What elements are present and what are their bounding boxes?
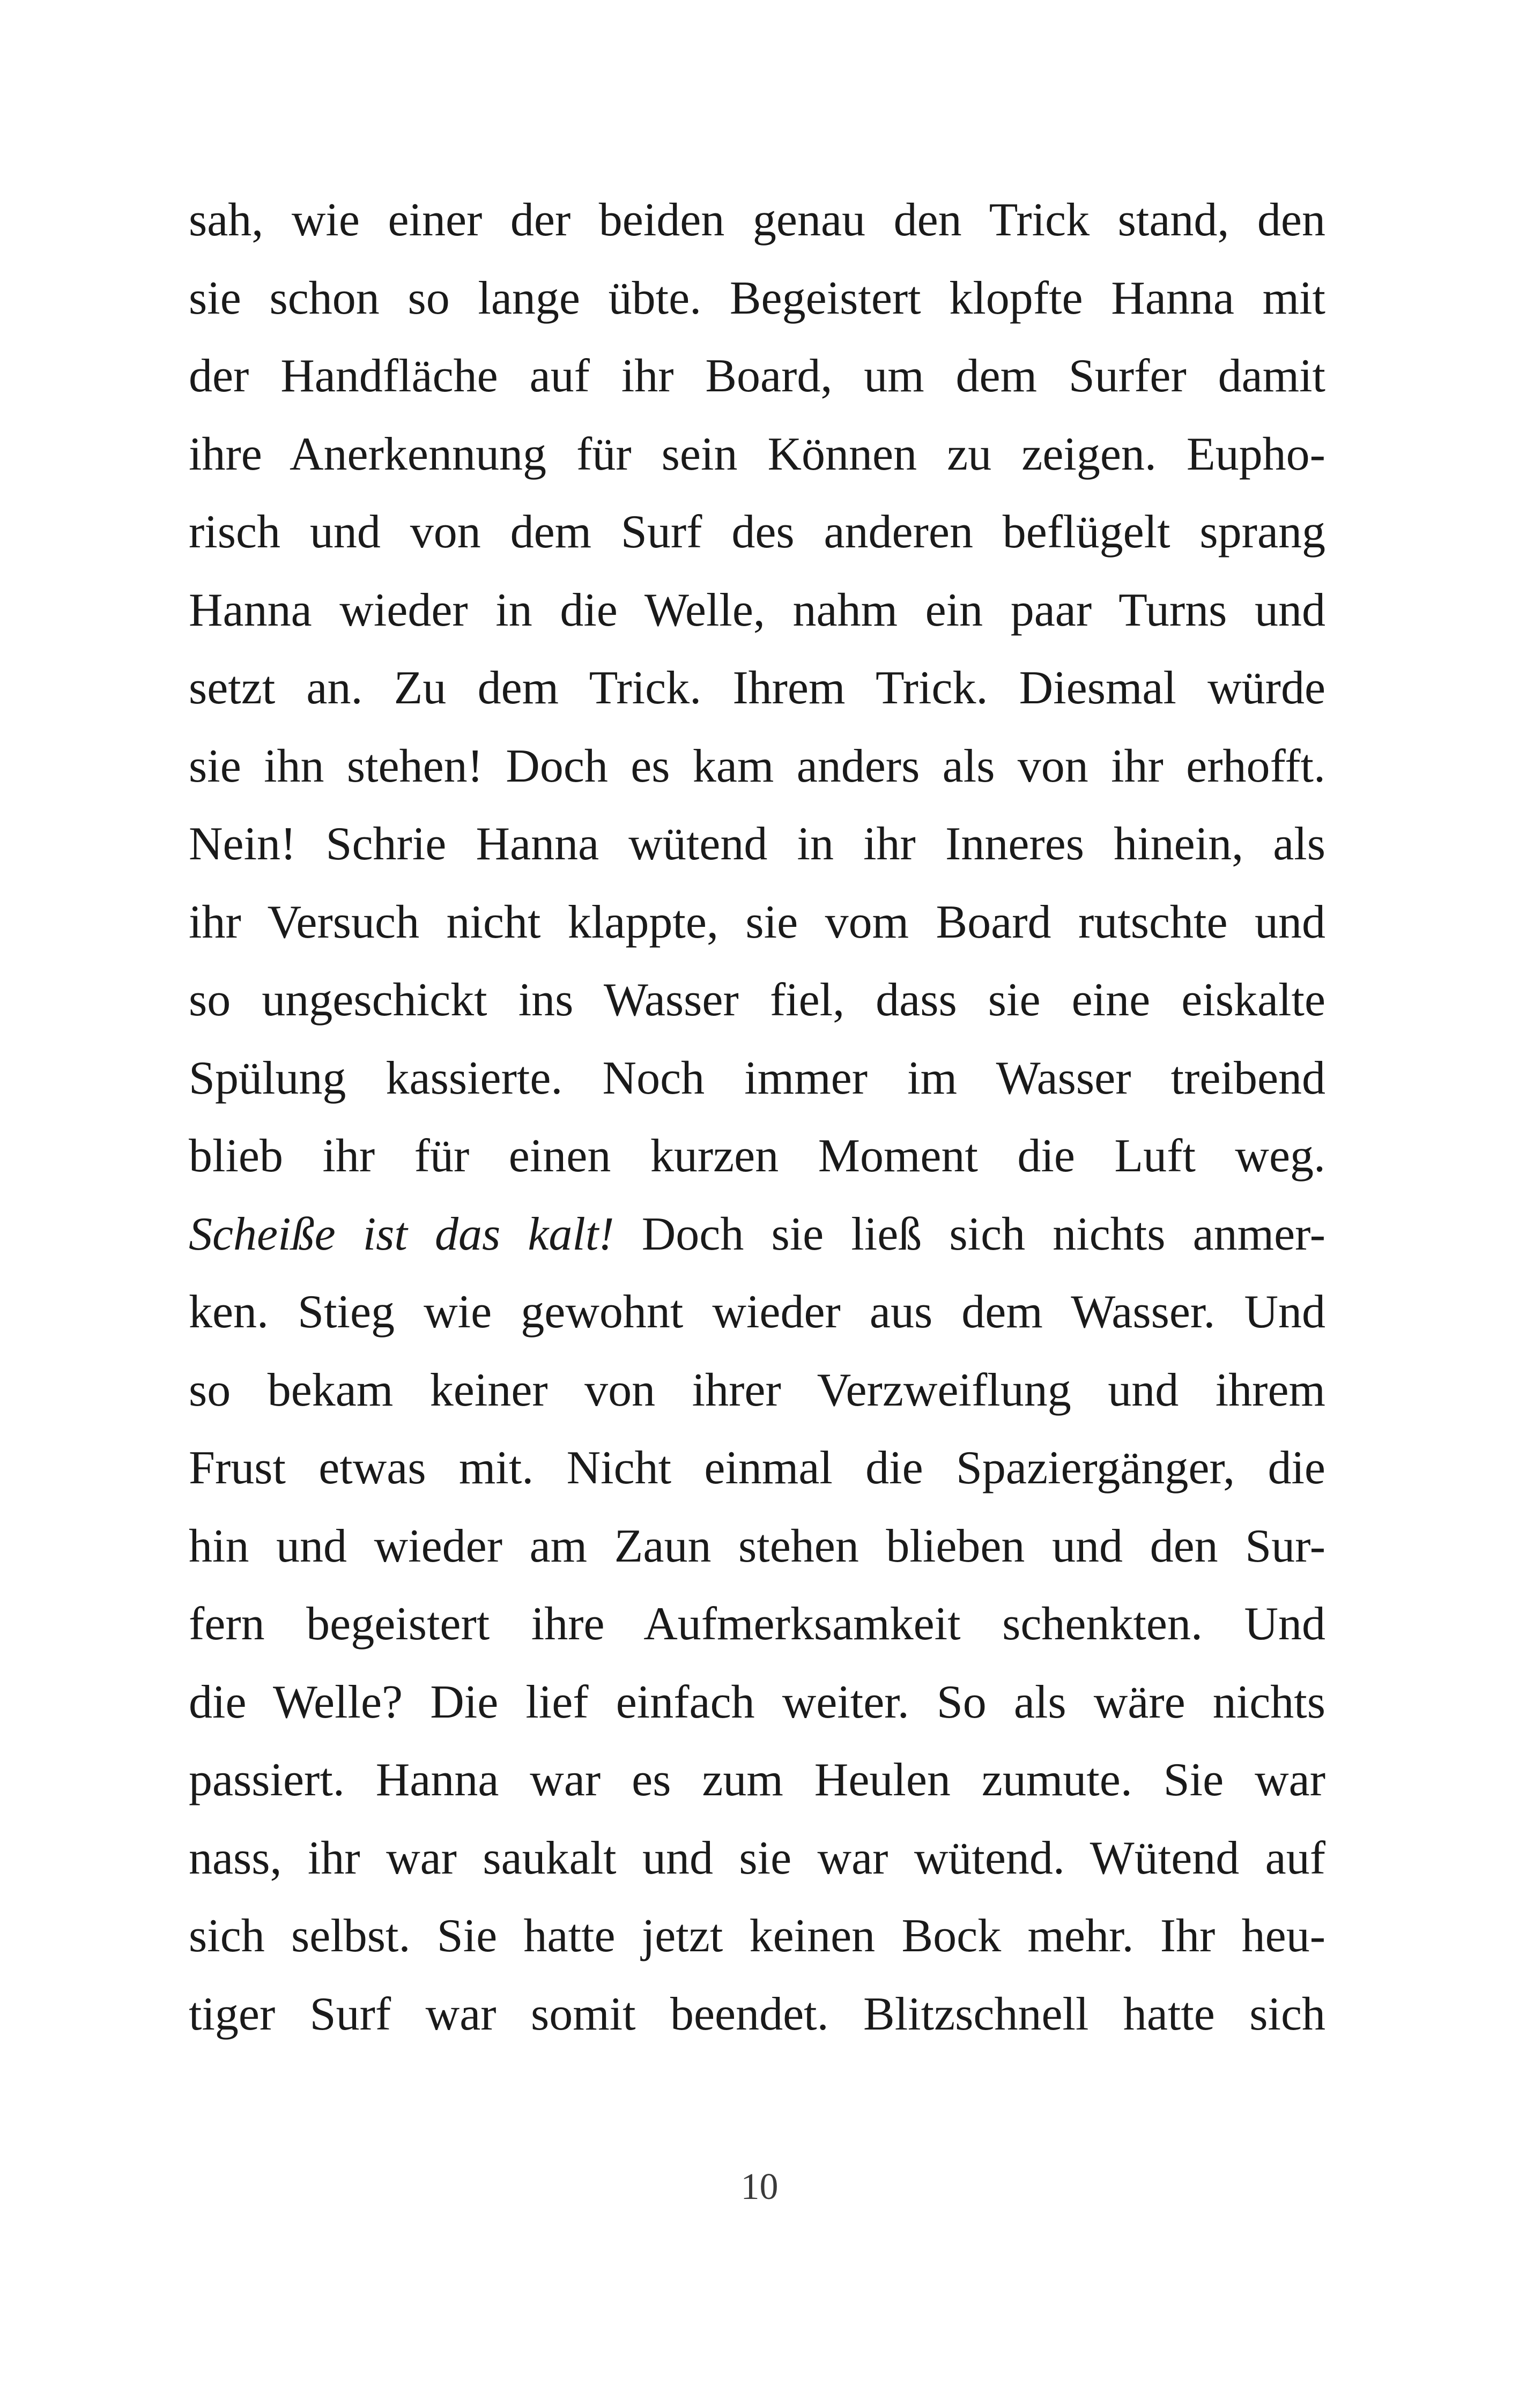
text-line-4: ihre Anerkennung für sein Können zu zeigen. Eupho- <box>189 428 1325 480</box>
text-line-3: der Handfläche auf ihr Board, um dem Surfer damit <box>189 350 1325 402</box>
text-line-23: sich selbst. Sie hatte jetzt keinen Bock mehr. Ihr heu- <box>189 1910 1325 1962</box>
page-number: 10 <box>740 2166 779 2208</box>
text-line-17: Frust etwas mit. Nicht einmal die Spaziergänger, die <box>189 1442 1325 1494</box>
text-line-7: setzt an. Zu dem Trick. Ihrem Trick. Diesmal würde <box>189 662 1325 714</box>
text-line-10: ihr Versuch nicht klappte, sie vom Board rutschte und <box>189 896 1325 948</box>
text-line-18: hin und wieder am Zaun stehen blieben und den Sur- <box>189 1520 1325 1572</box>
text-line-19: fern begeistert ihre Aufmerksamkeit schenkten. Und <box>189 1598 1325 1650</box>
text-line-2: sie schon so lange übte. Begeistert klopfte Hanna mit <box>189 272 1325 324</box>
text-line-8: sie ihn stehen! Doch es kam anders als von ihr erhofft. <box>189 740 1325 792</box>
text-line-15: ken. Stieg wie gewohnt wieder aus dem Wasser. Und <box>189 1286 1325 1338</box>
text-line-1: sah, wie einer der beiden genau den Trick stand, den <box>189 194 1325 246</box>
text-line-16: so bekam keiner von ihrer Verzweiflung und ihrem <box>189 1364 1325 1416</box>
text-line-24: tiger Surf war somit beendet. Blitzschnell hatte sich <box>189 1988 1325 2040</box>
text-line-6: Hanna wieder in die Welle, nahm ein paar Turns und <box>189 584 1325 636</box>
body-text <box>189 181 1325 2053</box>
text-line-12: Spülung kassierte. Noch immer im Wasser treibend <box>189 1052 1325 1104</box>
text-line-13: blieb ihr für einen kurzen Moment die Luft weg. <box>189 1130 1325 1182</box>
text-line-22: nass, ihr war saukalt und sie war wütend. Wütend auf <box>189 1832 1325 1884</box>
text-line-5: risch und von dem Surf des anderen beflügelt sprang <box>189 506 1325 558</box>
text-line-11: so ungeschickt ins Wasser fiel, dass sie eine eiskalte <box>189 974 1325 1026</box>
italic-exclamation: Scheiße ist das kalt! <box>189 1208 614 1260</box>
text-line-21: passiert. Hanna war es zum Heulen zumute. Sie war <box>189 1754 1325 1806</box>
text-line-9: Nein! Schrie Hanna wütend in ihr Inneres hinein, als <box>189 818 1325 870</box>
text-line-20: die Welle? Die lief einfach weiter. So als wäre nichts <box>189 1676 1325 1728</box>
text-line-14-rest: Doch sie ließ sich nichts anmer- <box>614 1208 1325 1260</box>
text-line-14 <box>189 1195 1325 1274</box>
